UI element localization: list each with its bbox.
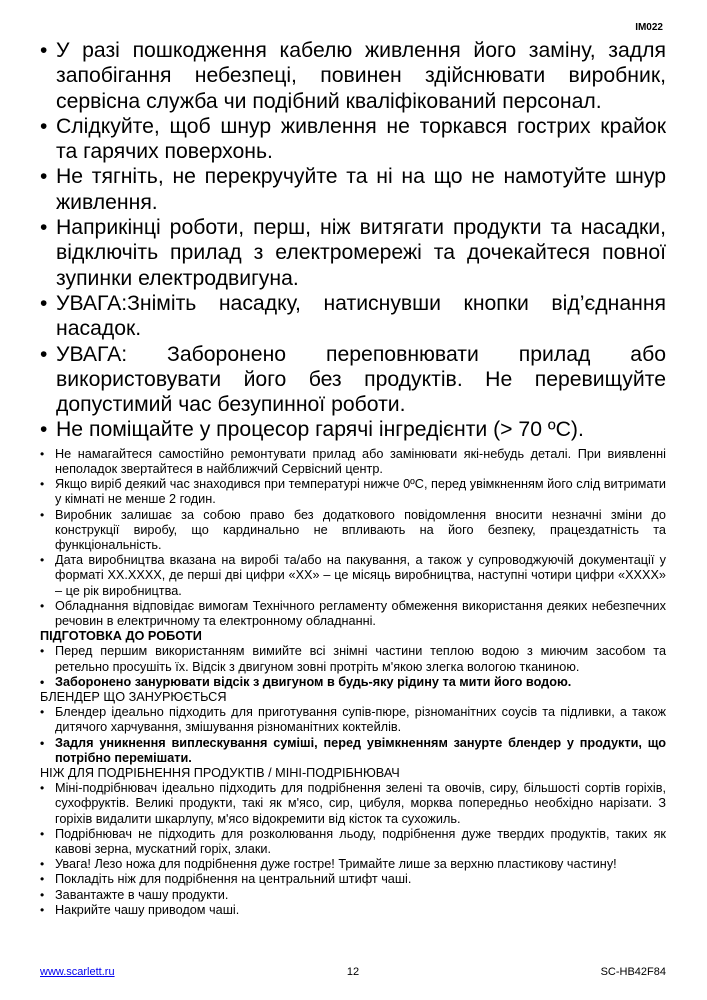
list-item-warning: • Задля уникнення виплескування суміші, перед увімкненням занурте блендер у продукти, що потрібно перемішати. bbox=[40, 736, 666, 766]
list-item: • Перед першим використанням вимийте всі знімні частини теплою водою з миючим засобом та ретельно просушіть їх. Відсік з двигуном зовні протріть м'якою злегка вологою тканиною. bbox=[40, 644, 666, 674]
chopper-list bbox=[40, 781, 666, 918]
list-item: • Не поміщайте у процесор гарячі інгредієнти (> 70 ºС). bbox=[40, 417, 666, 442]
page-content bbox=[40, 38, 666, 918]
list-item: • У разі пошкодження кабелю живлення його заміну, задля запобігання небезпеці, повинен здійснювати виробник, сервісна служба чи подібний кваліфікований персонал. bbox=[40, 38, 666, 114]
safety-list-large bbox=[40, 38, 666, 443]
list-item: • Дата виробництва вказана на виробі та/або на пакування, а також у супроводжуючій документації у форматі XX.XXXX, де перші дві цифри «XX» – це місяць виробництва, наступні чотири цифри «XXXX» – це рік виробництва. bbox=[40, 553, 666, 599]
list-item: • Увага! Лезо ножа для подрібнення дуже гостре! Тримайте лише за верхню пластикову частину! bbox=[40, 857, 666, 872]
list-item: • Виробник залишає за собою право без додаткового повідомлення вносити незначні зміни до конструкції виробу, що кардинально не впливають на його безпеку, працездатність та функціональність. bbox=[40, 508, 666, 554]
list-item: • Не тягніть, не перекручуйте та ні на що не намотуйте шнур живлення. bbox=[40, 164, 666, 215]
list-item: • Слідкуйте, щоб шнур живлення не торкався гострих крайок та гарячих поверхонь. bbox=[40, 114, 666, 165]
section-heading-blender: БЛЕНДЕР ЩО ЗАНУРЮЄТЬСЯ bbox=[40, 690, 227, 704]
page-footer bbox=[40, 966, 666, 980]
list-item: • Якщо виріб деякий час знаходився при температурі нижче 0ºC, перед увімкненням його слід витримати у кімнаті не менше 2 годин. bbox=[40, 477, 666, 507]
list-item: • УВАГА:Зніміть насадку, натиснувши кнопки від’єднання насадок. bbox=[40, 291, 666, 342]
model-number: SC-HB42F84 bbox=[600, 966, 666, 978]
list-item-warning: • Заборонено занурювати відсік з двигуном в будь-яку рідину та мити його водою. bbox=[40, 675, 666, 690]
list-item: • Не намагайтеся самостійно ремонтувати прилад або замінювати які-небудь деталі. При виявленні неполадок звертайтеся в найближчий Сервісний центр. bbox=[40, 447, 666, 477]
list-item: • Покладіть ніж для подрібнення на центральний штифт чаші. bbox=[40, 872, 666, 887]
list-item: • Накрийте чашу приводом чаші. bbox=[40, 903, 666, 918]
section-heading-chopper: НІЖ ДЛЯ ПОДРІБНЕННЯ ПРОДУКТІВ / МІНІ-ПОДРІБНЮВАЧ bbox=[40, 766, 400, 781]
safety-list-small bbox=[40, 447, 666, 629]
section-heading-preparation: ПІДГОТОВКА ДО РОБОТИ bbox=[40, 629, 202, 644]
preparation-list bbox=[40, 644, 666, 690]
list-item: • Міні-подрібнювач ідеально підходить для подрібнення зелені та овочів, сиру, більшості сортів горіхів, сухофруктів. Великі продукти, такі як м'ясо, сир, цибуля, морква попередньо необхідно нарізати. З горіхів видалити шкарлупу, м'ясо відокремити від кісток та сухожиль. bbox=[40, 781, 666, 827]
list-item: • Наприкінці роботи, перш, ніж витягати продукти та насадки, відключіть прилад з електромережі та дочекайтеся повної зупинки електродвигуна. bbox=[40, 215, 666, 291]
list-item: • Подрібнювач не підходить для розколювання льоду, подрібнення дуже твердих продуктів, таких як кавові зерна, мускатний горіх, злаки. bbox=[40, 827, 666, 857]
website-link[interactable]: www.scarlett.ru bbox=[40, 966, 115, 978]
list-item: • Блендер ідеально підходить для приготування супів-пюре, різноманітних соусів та підливки, а також дитячого харчування, змішування різноманітних коктейлів. bbox=[40, 705, 666, 735]
page-number: 12 bbox=[346, 966, 360, 978]
list-item: • УВАГА: Заборонено переповнювати прилад або використовувати його без продуктів. Не перевищуйте допустимий час безупинної роботи. bbox=[40, 342, 666, 418]
list-item: • Завантажте в чашу продукти. bbox=[40, 888, 666, 903]
document-code: IM022 bbox=[635, 22, 663, 33]
list-item: • Обладнання відповідає вимогам Технічного регламенту обмеження використання деяких небезпечних речовин в електричному та електронному обладнанні. bbox=[40, 599, 666, 629]
blender-list bbox=[40, 705, 666, 766]
